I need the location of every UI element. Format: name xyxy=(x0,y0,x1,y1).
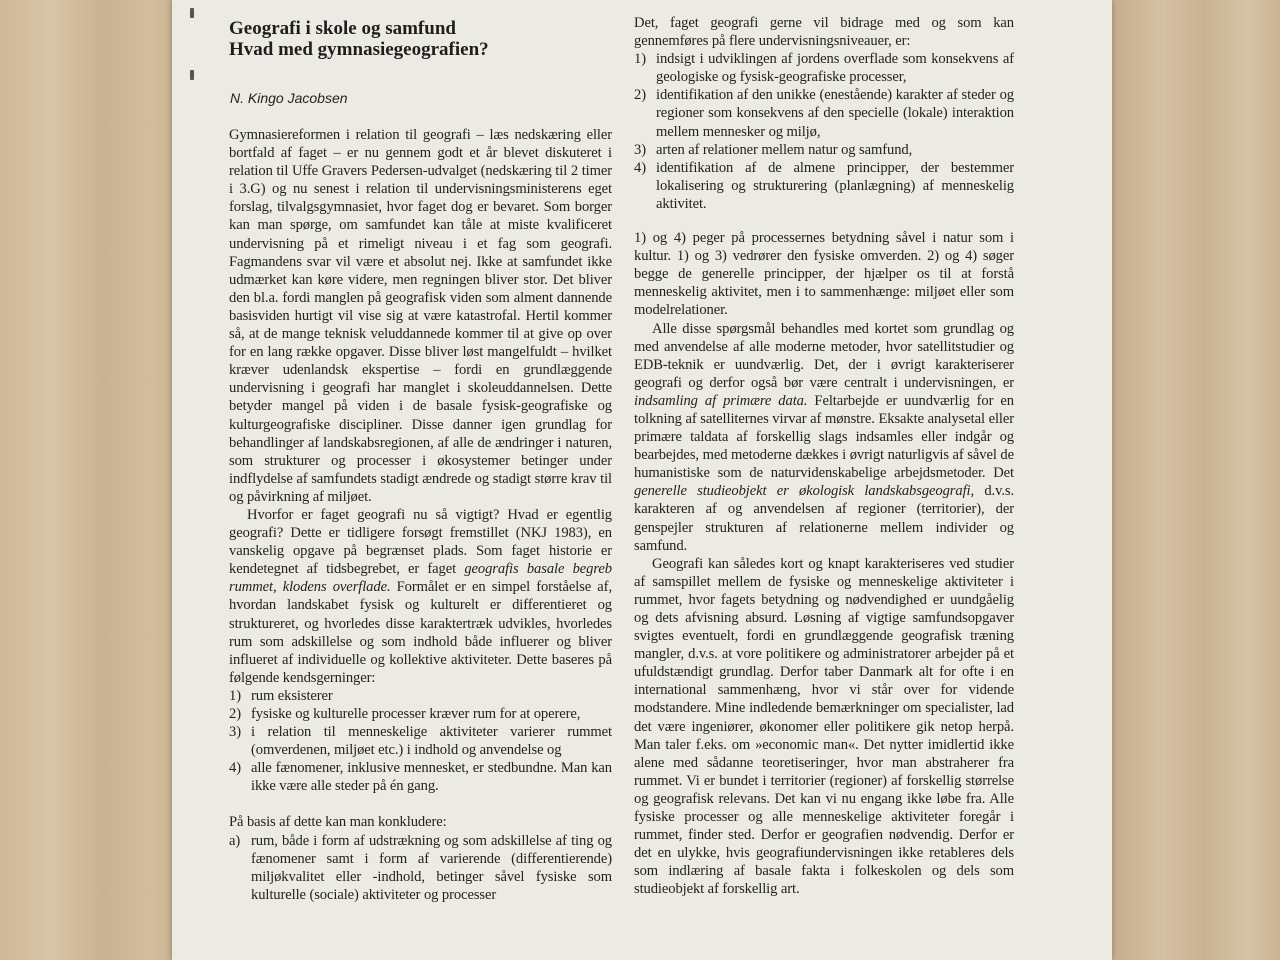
wood-background-right xyxy=(1112,0,1280,960)
emphasis: indsamling af primære data. xyxy=(634,392,808,409)
title-line-1: Geografi i skole og samfund xyxy=(229,18,456,39)
emphasis: geografis basale begreb rummet, klodens overflade. xyxy=(229,561,612,596)
paragraph: Det, faget geografi gerne vil bidrage med og som kan gennemføres på flere undervisningsniveauer, er: xyxy=(634,15,1014,50)
list-item: 4) identifikation af de almene principper, der bestemmer lokalisering og strukturering (planlægning) af menneskelig aktivitet. xyxy=(634,159,1014,212)
left-column xyxy=(229,14,612,904)
list-item: 2) identifikation af den unikke (enestående) karakter af steder og regioner som konsekvens af den specielle (lokale) interaktion mellem mennesker og miljø, xyxy=(634,87,1014,140)
margin-mark xyxy=(190,8,194,18)
list-item: 4) alle fænomener, inklusive mennesket, er stedbundne. Man kan ikke være alle steder på én gang. xyxy=(229,760,612,795)
right-column xyxy=(634,14,1014,899)
conclusion-list xyxy=(229,832,612,904)
paragraph: Alle disse spørgsmål behandles med kortet som grundlag og med anvendelse af alle moderne metoder, hvor satellitstudier og EDB-teknik er uundværlig. Det, der i øvrigt karakteriserer geografi og derfor også bør være centralt i undervisningen, er indsamling af primære data. Feltarbejde er uundværlig for en tolkning af satelliternes virvar af mønstre. Eksakte analysetal eller primære taldata af forskellig slags indsamles eller indgår og bearbejdes, med metoderne dækkes i øvrigt naturligvis af såvel de humanistiske som de naturvidenskabelige arbejdsmetoder. Det generelle studieobjekt er økologisk landskabsgeografi, d.v.s. karakteren af og anvendelsen af regioner (territorier), der genspejler strukturen af relationerne mellem individer og samfund. xyxy=(634,320,1014,554)
list-item: 1) rum eksisterer xyxy=(229,687,333,704)
paragraph: Hvorfor er faget geografi nu så vigtigt? Hvad er egentlig geografi? Dette er tidligere forsøgt fremstillet (NKJ 1983), en vanskelig opgave på begrænset plads. Som faget historie er kendetegnet af tidsbegrebet, er faget geografis basale begreb rummet, klodens overflade. Formålet er en simpel forståelse af, hvordan landskabet fysisk og kulturelt er differentieret og struktureret, og hvorledes disse karaktertræk udvikles, hvorledes rum som adskillelse og som indhold både influerer og bliver influeret af individuelle og kollektive aktiviteter. Dette baseres på følgende kendsgerninger: xyxy=(229,506,612,686)
title-line-2: Hvad med gymnasiegeografien? xyxy=(229,39,489,60)
margin-mark xyxy=(190,70,194,80)
paragraph: Geografi kan således kort og knapt karakteriseres ved studier af samspillet mellem de fysiske og menneskelige aktiviteter i rummet, hvor fagets betydning og nødvendighed er uundgåelig og dets afvisning absurd. Løsning af vigtige samfundsopgaver svigtes eventuelt, fordi en grundlæggende geografisk træning mangler, d.v.s. at vore politikere og administratorer arbejder på et ufuldstændigt grundlag. Derfor taber Danmark alt for ofte i en international sammenhæng, hvor vi står over for vidende modstandere. Mine indledende bemærkninger om specialister, lad det være ingeniører, økonomer eller politikere gik netop herpå. Man taler f.eks. om »economic man«. Det nytter imidlertid ikke alene med sådanne teoretiseringer, hvor man abstraherer fra rummet. Vi er bundet i territorier (regioner) af forskellig størrelse og geografisk relevans. Det kan vi nu engang ikke løbe fra. Alle fysiske processer og alle menneskelige aktiviteter foregår i rummet, finder sted. Derfor er geografien nødvendig. Derfor er det en ulykke, hvis geografiundervisningen ikke retableres dels som indlæring af basale fakta i folkeskolen og dels som studieobjekt af forskellig art. xyxy=(634,555,1014,898)
left-body xyxy=(229,126,612,904)
facts-list xyxy=(229,687,612,796)
paragraph: 1) og 4) peger på processernes betydning såvel i natur som i kultur. 1) og 3) vedrører den fysiske omverden. 2) og 4) søger begge de generelle principper, der hjælper os til at forstå menneskelig aktivitet, men i to sammenhænge: miljøet eller som modelrelationer. xyxy=(634,230,1014,319)
paragraph: På basis af dette kan man konkludere: xyxy=(229,814,447,831)
document-page xyxy=(172,0,1112,960)
article-title xyxy=(229,18,612,60)
contributions-list xyxy=(634,50,1014,213)
list-item: 1) indsigt i udviklingen af jordens overflade som konsekvens af geologiske og fysisk-geografiske processer, xyxy=(634,51,1014,86)
article-author: N. Kingo Jacobsen xyxy=(230,90,348,106)
list-item: a) rum, både i form af udstrækning og som adskillelse af ting og fænomener samt i form af varierende (differentierende) miljøkvalitet eller -indhold, betinger såvel fysiske som kulturelle (sociale) aktiviteter og processer xyxy=(229,832,612,903)
list-item: 3) i relation til menneskelige aktiviteter varierer rummet (omverdenen, miljøet etc.) i indhold og anvendelse og xyxy=(229,724,612,759)
list-item: 2) fysiske og kulturelle processer kræver rum for at operere, xyxy=(229,706,581,722)
list-item: 3) arten af relationer mellem natur og samfund, xyxy=(634,141,913,158)
emphasis: generelle studieobjekt er økologisk landskabsgeografi, xyxy=(634,483,975,500)
right-body xyxy=(634,14,1014,899)
paragraph: Gymnasiereformen i relation til geografi – læs nedskæring eller bortfald af faget – er nu gennem godt et år blevet diskuteret i relation til Uffe Gravers Pedersen-udvalget (nedskæring til 2 timer i 3.G) og nu senest i relation til undervisningsministerens eget forslag, tilvalgsgymnasiet, hvor faget dog er bevaret. Som borger kan man spørge, om samfundet kan tåle at miste kvalificeret undervisning på et rimeligt niveau i et fag som geografi. Fagmandens svar vil være et absolut nej. Ikke at samfundet ikke udmærket kan køre videre, men regningen bliver stor. Det bliver den bl.a. fordi manglen på geografisk viden som alment dannende basisviden hurtigt vil vise sig at være katastrofal. Hertil kommer så, at de mange teknisk veluddannede kommer til at give op over for en lang række opgaver. Disse bliver løst mangelfuldt – hvilket kræver udenlandsk ekspertise – fordi en grundlæggende undervisning i geografi har manglet i skoleuddannelsen. Dette betyder mangel på viden i de basale fysisk-geografiske og kulturgeografiske discipliner. Disse danner igen grundlag for behandlinger af landskabsregionen, af alle de ændringer i naturen, som strukturer og processer i økosystemer betinger under indflydelse af samfundets stadigt ændrede og stadigt større krav til og påvirkning af miljøet. xyxy=(229,127,612,505)
